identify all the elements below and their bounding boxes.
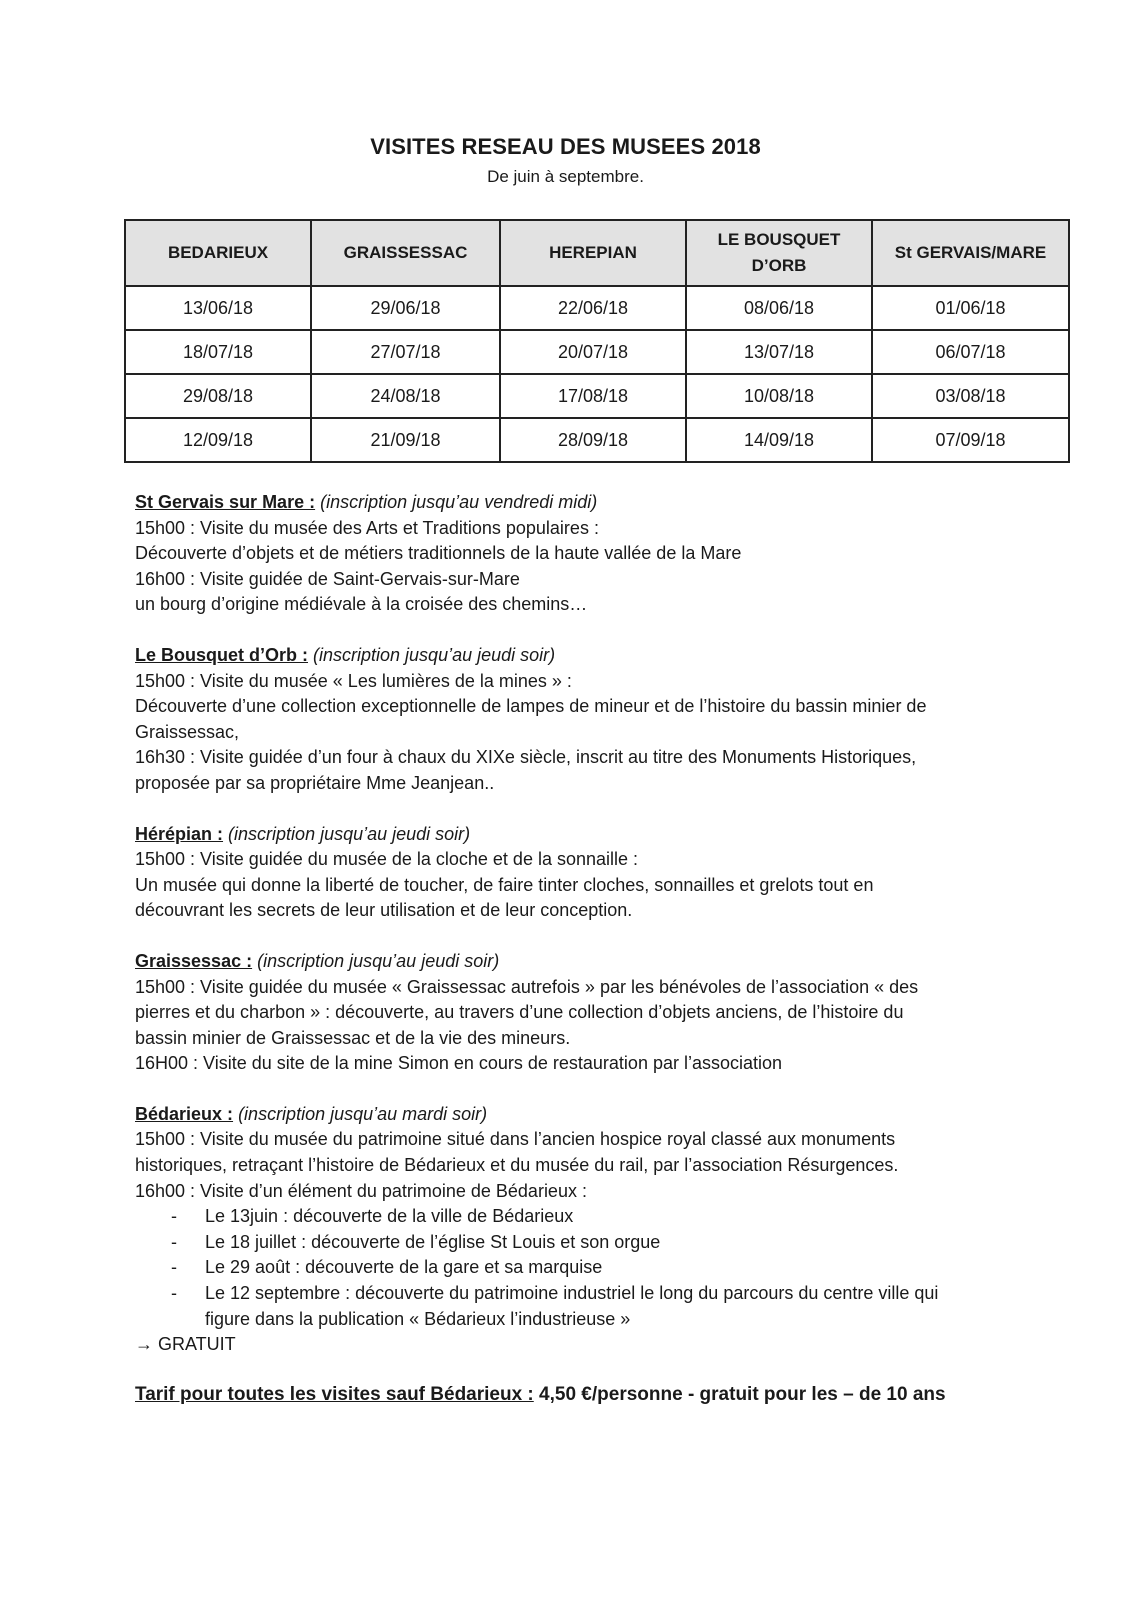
section-line: Un musée qui donne la liberté de toucher, de faire tinter cloches, sonnailles et grelots tout en bbox=[135, 874, 874, 895]
table-cell: 10/08/18 bbox=[686, 374, 872, 418]
section-herepian bbox=[135, 822, 1035, 924]
section-line: Graissessac, bbox=[135, 721, 240, 742]
table-cell: 29/06/18 bbox=[311, 286, 500, 330]
bedarieux-visit-list bbox=[135, 1204, 1035, 1332]
table-row bbox=[125, 330, 1069, 374]
list-item-text: Le 18 juillet : découverte de l’église St Louis et son orgue bbox=[205, 1231, 661, 1252]
section-line: 16H00 : Visite du site de la mine Simon en cours de restauration par l’association bbox=[135, 1053, 783, 1074]
header-le-bousquet-dorb bbox=[686, 220, 872, 286]
tarif-label: Tarif pour toutes les visites sauf Bédarieux : bbox=[135, 1383, 534, 1405]
section-bedarieux bbox=[135, 1102, 1035, 1358]
section-line: 16h00 : Visite d’un élément du patrimoine de Bédarieux : bbox=[135, 1180, 587, 1201]
header-herepian: HEREPIAN bbox=[500, 220, 686, 286]
header-graissessac: GRAISSESSAC bbox=[311, 220, 500, 286]
section-line: Découverte d’objets et de métiers traditionnels de la haute vallée de la Mare bbox=[135, 543, 742, 564]
table-cell: 29/08/18 bbox=[125, 374, 311, 418]
header-bedarieux: BEDARIEUX bbox=[125, 220, 311, 286]
table-cell: 07/09/18 bbox=[872, 418, 1069, 462]
table-cell: 21/09/18 bbox=[311, 418, 500, 462]
section-st-gervais bbox=[135, 490, 1035, 618]
list-dash: - bbox=[171, 1206, 177, 1227]
section-heading bbox=[135, 822, 1035, 848]
section-place: Bédarieux : bbox=[135, 1103, 234, 1124]
table-row bbox=[125, 374, 1069, 418]
table-cell: 01/06/18 bbox=[872, 286, 1069, 330]
table-cell: 17/08/18 bbox=[500, 374, 686, 418]
table-cell: 13/06/18 bbox=[125, 286, 311, 330]
section-note: (inscription jusqu’au jeudi soir) bbox=[313, 644, 556, 665]
section-line: 15h00 : Visite du musée des Arts et Traditions populaires : bbox=[135, 517, 599, 538]
table-row bbox=[125, 286, 1069, 330]
section-heading bbox=[135, 949, 1035, 975]
gratuit-note: → GRATUIT bbox=[135, 1334, 236, 1355]
table-cell: 08/06/18 bbox=[686, 286, 872, 330]
section-place: St Gervais sur Mare : bbox=[135, 492, 316, 512]
list-dash: - bbox=[171, 1231, 177, 1252]
header-le-bousquet-line1: LE BOUSQUET bbox=[717, 230, 841, 249]
table-row bbox=[125, 418, 1069, 462]
table-header-row bbox=[125, 220, 1069, 286]
section-line: un bourg d’origine médiévale à la croisée des chemins… bbox=[135, 594, 588, 615]
section-line: découvrant les secrets de leur utilisation et de leur conception. bbox=[135, 900, 633, 921]
section-note: (inscription jusqu’au vendredi midi) bbox=[320, 492, 598, 512]
list-item-text: Le 29 août : découverte de la gare et sa marquise bbox=[205, 1257, 603, 1278]
list-item-text: Le 13juin : découverte de la ville de Bédarieux bbox=[205, 1206, 574, 1227]
list-item bbox=[135, 1230, 1035, 1256]
table-cell: 18/07/18 bbox=[125, 330, 311, 374]
list-item bbox=[135, 1204, 1035, 1230]
visit-descriptions bbox=[135, 490, 1035, 1407]
table-cell: 22/06/18 bbox=[500, 286, 686, 330]
section-note: (inscription jusqu’au jeudi soir) bbox=[228, 823, 471, 844]
table-cell: 24/08/18 bbox=[311, 374, 500, 418]
section-heading bbox=[135, 1102, 1035, 1128]
header-st-gervais-mare: St GERVAIS/MARE bbox=[872, 220, 1069, 286]
list-item bbox=[135, 1281, 1035, 1332]
section-heading bbox=[135, 490, 1035, 516]
section-line: 15h00 : Visite guidée du musée « Graissessac autrefois » par les bénévoles de l’association « des bbox=[135, 976, 919, 997]
header-le-bousquet-line2: D’ORB bbox=[751, 256, 807, 275]
section-line: bassin minier de Graissessac et de la vie des mineurs. bbox=[135, 1027, 571, 1048]
section-le-bousquet bbox=[135, 643, 1035, 797]
section-graissessac bbox=[135, 949, 1035, 1077]
list-item-text: Le 12 septembre : découverte du patrimoine industriel le long du parcours du centre ville qui bbox=[205, 1283, 939, 1304]
list-item bbox=[135, 1255, 1035, 1281]
table-cell: 13/07/18 bbox=[686, 330, 872, 374]
section-line: proposée par sa propriétaire Mme Jeanjean.. bbox=[135, 772, 495, 793]
table-cell: 20/07/18 bbox=[500, 330, 686, 374]
section-line: 15h00 : Visite guidée du musée de la cloche et de la sonnaille : bbox=[135, 849, 639, 870]
document-subtitle: De juin à septembre. bbox=[487, 167, 644, 186]
section-line: 15h00 : Visite du musée « Les lumières de la mines » : bbox=[135, 670, 572, 691]
table-cell: 28/09/18 bbox=[500, 418, 686, 462]
section-line: 16h00 : Visite guidée de Saint-Gervais-sur-Mare bbox=[135, 568, 520, 589]
section-place: Hérépian : bbox=[135, 823, 224, 844]
visit-dates-table bbox=[124, 219, 1070, 463]
table-cell: 03/08/18 bbox=[872, 374, 1069, 418]
tarif-text: 4,50 €/personne - gratuit pour les – de 10 ans bbox=[533, 1383, 946, 1405]
section-line: 15h00 : Visite du musée du patrimoine situé dans l’ancien hospice royal classé aux monuments bbox=[135, 1129, 896, 1150]
list-item-continuation: figure dans la publication « Bédarieux l’industrieuse » bbox=[205, 1308, 631, 1329]
section-note: (inscription jusqu’au mardi soir) bbox=[238, 1103, 488, 1124]
section-line: pierres et du charbon » : découverte, au travers d’une collection d’objets anciens, de l’histoire du bbox=[135, 1002, 904, 1023]
section-place: Le Bousquet d’Orb : bbox=[135, 644, 308, 665]
section-line: historiques, retraçant l’histoire de Bédarieux et du musée du rail, par l’association Résurgences. bbox=[135, 1155, 899, 1176]
tarif-line bbox=[135, 1382, 1035, 1408]
section-line: Découverte d’une collection exceptionnelle de lampes de mineur et de l’histoire du bassin minier de bbox=[135, 696, 927, 717]
list-dash: - bbox=[171, 1257, 177, 1278]
table-cell: 12/09/18 bbox=[125, 418, 311, 462]
table-cell: 06/07/18 bbox=[872, 330, 1069, 374]
list-dash: - bbox=[171, 1283, 177, 1304]
section-place: Graissessac : bbox=[135, 950, 253, 971]
table-cell: 27/07/18 bbox=[311, 330, 500, 374]
document-title: VISITES RESEAU DES MUSEES 2018 bbox=[370, 134, 761, 159]
section-heading bbox=[135, 643, 1035, 669]
table-cell: 14/09/18 bbox=[686, 418, 872, 462]
section-line: 16h30 : Visite guidée d’un four à chaux du XIXe siècle, inscrit au titre des Monuments Historiques, bbox=[135, 747, 917, 768]
section-note: (inscription jusqu’au jeudi soir) bbox=[257, 950, 500, 971]
